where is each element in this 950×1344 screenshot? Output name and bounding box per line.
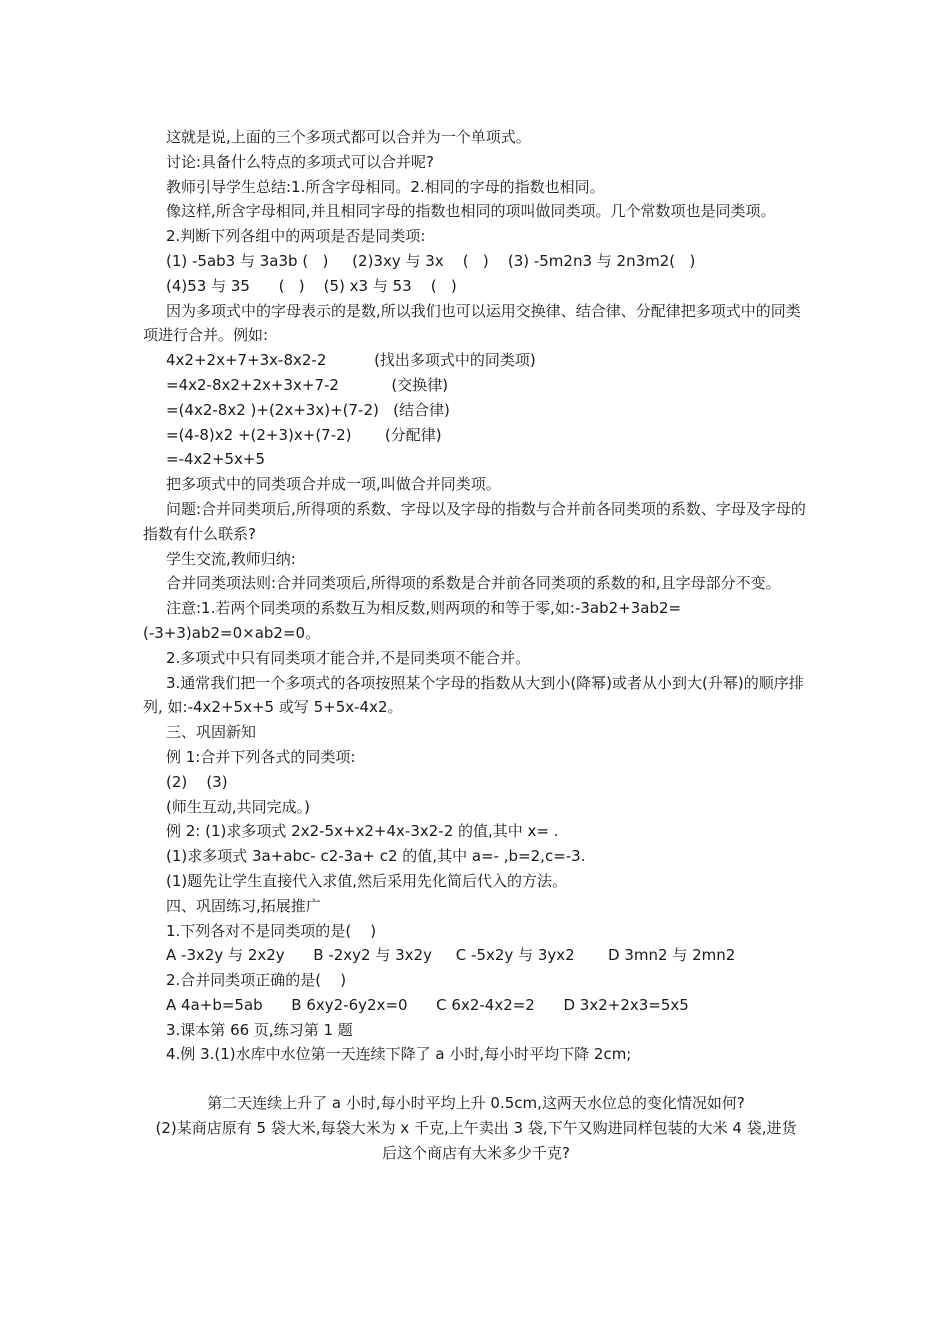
section-heading: 三、巩固新知 — [166, 723, 257, 742]
exercise-line: (4)53 与 35 ( ) (5) x3 与 53 ( ) — [166, 276, 457, 295]
formula-line: =(4x2-8x2 )+(2x+3x)+(7-2) (结合律) — [166, 400, 450, 419]
centered-paragraph: (2)某商店原有 5 袋大米,每袋大米为 x 千克,上午卖出 3 袋,下午又购进同样包装的大米 4 袋,进货后这个商店有大米多少千克? — [155, 1119, 797, 1162]
paragraph: (1)题先让学生直接代入求值,然后采用先化简后代入的方法。 — [166, 871, 568, 890]
paragraph: 注意:1.若两个同类项的系数互为相反数,则两项的和等于零,如:-3ab2+3ab2=(-3+3)ab2=0×ab2=0。 — [143, 599, 682, 642]
paragraph: 2.判断下列各组中的两项是否是同类项: — [166, 227, 426, 246]
centered-paragraph: 第二天连续上升了 a 小时,每小时平均上升 0.5cm,这两天水位总的变化情况如何? — [207, 1094, 745, 1113]
formula-line: =-4x2+5x+5 — [166, 450, 266, 469]
paragraph: 因为多项式中的字母表示的是数,所以我们也可以运用交换律、结合律、分配律把多项式中的同类项进行合并。例如: — [143, 301, 801, 345]
paragraph: 例 1:合并下列各式的同类项: — [166, 747, 356, 766]
answer-options: A -3x2y 与 2x2y B -2xy2 与 3x2y C -5x2y 与 3yx2 D 3mn2 与 2mn2 — [166, 946, 736, 965]
question-line: 1.下列各对不是同类项的是( ) — [166, 921, 377, 940]
paragraph: 学生交流,教师归纳: — [166, 549, 296, 568]
paragraph: (1)求多项式 3a+abc- c2-3a+ c2 的值,其中 a=- ,b=2,c=-3. — [166, 847, 586, 866]
paragraph: 这就是说,上面的三个多项式都可以合并为一个单项式。 — [166, 128, 531, 146]
question-line: 4.例 3.(1)水库中水位第一天连续下降了 a 小时,每小时平均下降 2cm; — [166, 1045, 632, 1064]
answer-options: A 4a+b=5ab B 6xy2-6y2x=0 C 6x2-4x2=2 D 3x2+2x3=5x5 — [166, 995, 689, 1014]
paragraph: 例 2: (1)求多项式 2x2-5x+x2+4x-3x2-2 的值,其中 x= . — [166, 822, 559, 841]
paragraph: (师生互动,共同完成。) — [166, 797, 310, 816]
blank-gap — [143, 1067, 809, 1091]
exercise-line: (1) -5ab3 与 3a3b ( ) (2)3xy 与 3x ( ) (3) -5m2n3 与 2n3m2( ) — [166, 251, 696, 270]
paragraph: 合并同类项法则:合并同类项后,所得项的系数是合并前各同类项的系数的和,且字母部分不变。 — [166, 574, 781, 593]
formula-line: =4x2-8x2+2x+3x+7-2 (交换律) — [166, 375, 449, 394]
paragraph: 3.通常我们把一个多项式的各项按照某个字母的指数从大到小(降幂)或者从小到大(升幂)的顺序排列, 如:-4x2+5x+5 或写 5+5x-4x2。 — [143, 673, 804, 717]
formula-line: 4x2+2x+7+3x-8x2-2 (找出多项式中的同类项) — [166, 351, 536, 370]
paragraph: 问题:合并同类项后,所得项的系数、字母以及字母的指数与合并前各同类项的系数、字母及字母的指数有什么联系? — [143, 499, 806, 543]
document-body — [143, 125, 809, 1166]
formula-line: =(4-8)x2 +(2+3)x+(7-2) (分配律) — [166, 425, 442, 444]
paragraph: 教师引导学生总结:1.所含字母相同。2.相同的字母的指数也相同。 — [166, 177, 605, 196]
paragraph: 像这样,所含字母相同,并且相同字母的指数也相同的项叫做同类项。几个常数项也是同类项。 — [166, 202, 776, 221]
question-line: 2.合并同类项正确的是( ) — [166, 971, 347, 990]
paragraph: (2) (3) — [166, 772, 228, 791]
paragraph: 把多项式中的同类项合并成一项,叫做合并同类项。 — [166, 475, 501, 494]
paragraph: 讨论:具备什么特点的多项式可以合并呢? — [166, 152, 435, 171]
paragraph: 2.多项式中只有同类项才能合并,不是同类项不能合并。 — [166, 648, 531, 667]
question-line: 3.课本第 66 页,练习第 1 题 — [166, 1020, 353, 1039]
section-heading: 四、巩固练习,拓展推广 — [166, 896, 321, 915]
